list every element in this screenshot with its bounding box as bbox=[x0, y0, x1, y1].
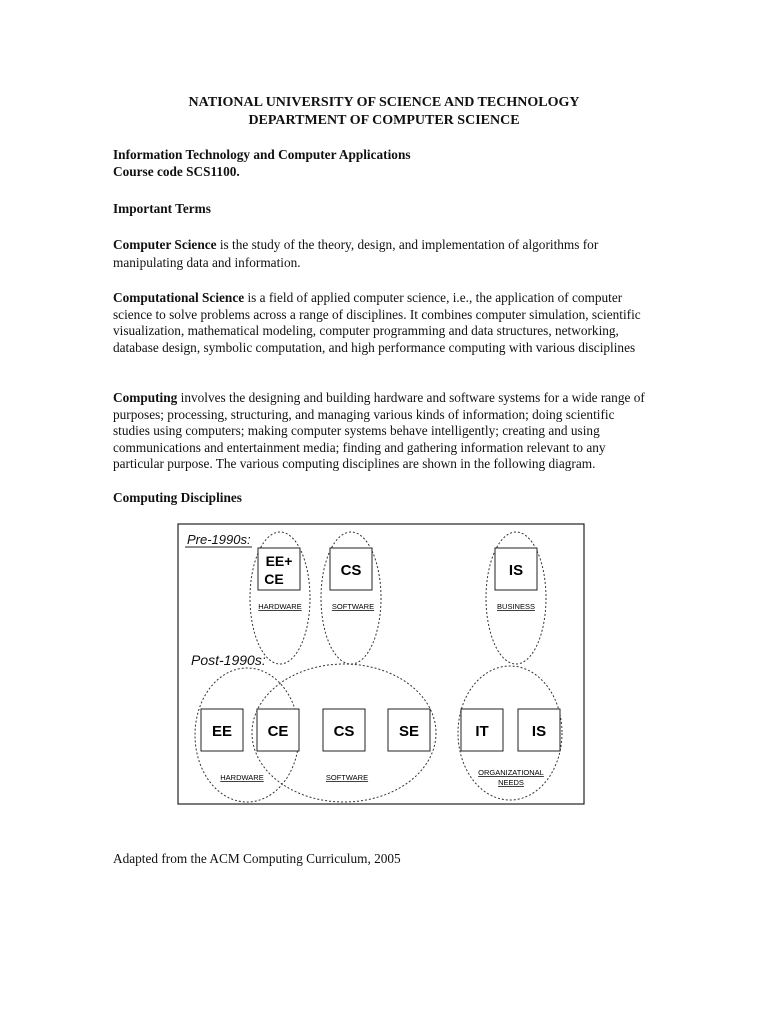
computational-science-text: is a field of applied computer science, i.e., the application of computer science to solve problems across a range of disciplines. It combines computer simulation, scientific visualization, mathematical modeling, computer programming and data structures, networking, database design, symbolic computation, and high performance computing with various disciplines bbox=[113, 290, 641, 355]
pre-1990s-label: Pre-1990s: bbox=[187, 532, 251, 547]
business-label-pre: BUSINESS bbox=[497, 602, 535, 611]
organizational-label-post: ORGANIZATIONAL bbox=[478, 768, 544, 777]
cs-text: is the study of the theory, design, and implementation of algorithms for manipulating data and information. bbox=[113, 237, 599, 270]
cs-definition bbox=[113, 236, 653, 272]
department-title: DEPARTMENT OF COMPUTER SCIENCE bbox=[248, 113, 520, 128]
post-1990s-label: Post-1990s: bbox=[191, 652, 266, 668]
box-se-label: SE bbox=[398, 723, 420, 740]
university-title: NATIONAL UNIVERSITY OF SCIENCE AND TECHNOLOGY bbox=[188, 95, 580, 110]
box-it-label: IT bbox=[475, 723, 489, 740]
box-ee-ce-line2: CE bbox=[264, 571, 284, 587]
computational-science-definition bbox=[113, 290, 653, 356]
computing-disciplines-diagram bbox=[177, 520, 587, 806]
course-title: Information Technology and Computer Applications bbox=[113, 147, 411, 162]
software-label-post: SOFTWARE bbox=[325, 773, 369, 782]
computing-text: involves the designing and building hardware and software systems for a wide range of purposes; processing, structuring, and managing various kinds of information; doing scientific studies using computers; making computer systems behave intelligently; creating and using communications and entertainment media; finding and gathering information relevant to any particular purpose. The various computing disciplines are shown in the following diagram. bbox=[113, 390, 645, 472]
box-ee-label: EE bbox=[211, 723, 233, 740]
needs-label-post: NEEDS bbox=[498, 778, 524, 787]
box-ce-label: CE bbox=[267, 723, 289, 740]
important-terms-heading: Important Terms bbox=[113, 201, 211, 216]
hardware-label-post: HARDWARE bbox=[220, 773, 264, 782]
box-cs-post-label: CS bbox=[333, 723, 355, 740]
computational-science-term: Computational Science bbox=[113, 290, 245, 305]
box-ee-ce-line1: EE+ bbox=[265, 553, 293, 569]
computing-definition bbox=[113, 390, 653, 473]
course-code: Course code SCS1100. bbox=[113, 163, 240, 179]
box-cs-pre-label: CS bbox=[340, 562, 362, 579]
course-info bbox=[113, 147, 653, 180]
software-label-pre: SOFTWARE bbox=[331, 602, 375, 611]
box-is-post-label: IS bbox=[531, 723, 547, 740]
source-note: Adapted from the ACM Computing Curriculum, 2005 bbox=[113, 851, 401, 866]
disciplines-heading: Computing Disciplines bbox=[113, 490, 242, 505]
hardware-label-pre: HARDWARE bbox=[258, 602, 302, 611]
computing-term: Computing bbox=[113, 390, 178, 405]
cs-term: Computer Science bbox=[113, 237, 217, 252]
box-is-pre-label: IS bbox=[508, 562, 524, 579]
